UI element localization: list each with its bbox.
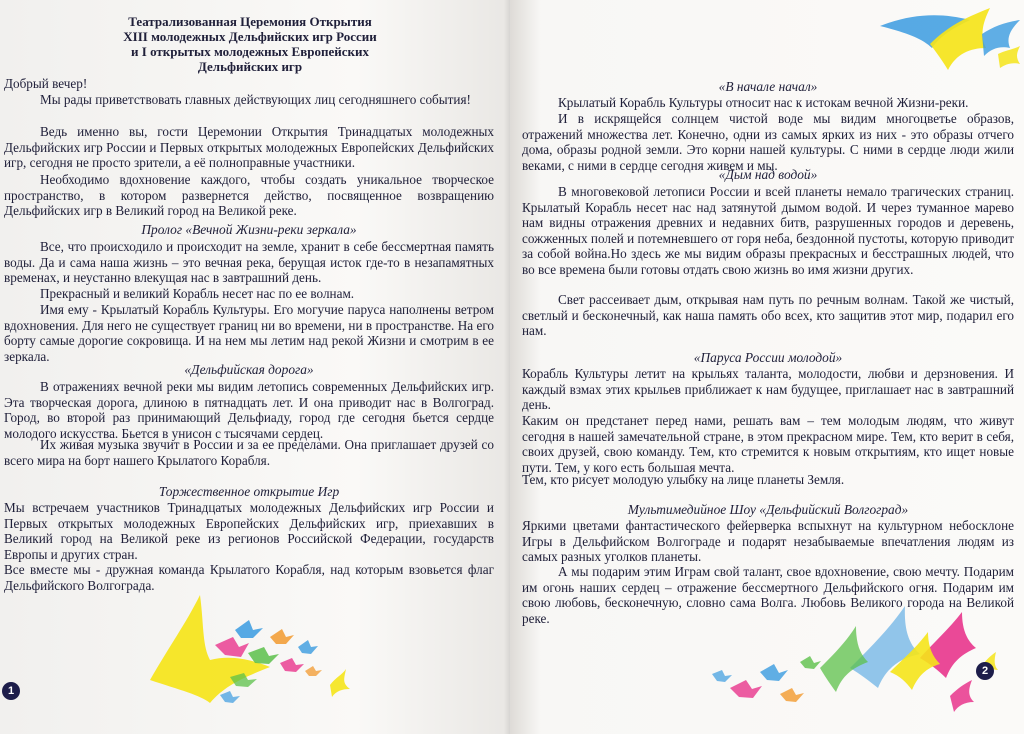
flying-birds-illustration xyxy=(130,585,370,725)
section-heading: «Паруса России молодой» xyxy=(693,350,843,365)
title-line-1: Театрализованная Церемония Открытия xyxy=(128,14,372,29)
section-heading: «В начале начал» xyxy=(718,79,818,94)
section-heading: «Дым над водой» xyxy=(718,167,818,182)
title-line-4: Дельфийских игр xyxy=(197,59,303,74)
paragraph: И в искрящейся солнцем чистой воде мы видим многоцветье образов, отражений множества лет. Конечно, одни из самых ярких из них - это образы отчего дома, образы родной земли. Это корни нашей культуры. С ними в сердце люди жили веками, с ними в сердце сегодня живем и мы. xyxy=(522,111,1014,173)
paragraph: Все вместе мы - дружная команда Крылатого Корабля, над которым взовьется флаг Дельфийского Волгограда. xyxy=(4,562,494,593)
left-page xyxy=(0,0,510,734)
greeting: Добрый вечер! xyxy=(4,76,88,91)
title-line-3: и I открытых молодежных Европейских xyxy=(131,44,369,59)
right-page xyxy=(510,0,1024,734)
paragraph: В многовековой летописи России и всей планеты немало трагических страниц. Крылатый Корабль несет нас над затянутой дымом водой. И через туманное марево нам видны отражения древних и недавних битв, разрушенных городов и деревень, сожженных полей и потемневшего от горя неба, бездонной пустоты, которую приводит за собой война.Но здесь же мы видим образы прекрасных и бесстрашных людей, что во все времена были готовы отдать свою жизнь во имя жизни других. xyxy=(522,184,1014,277)
birds-top-illustration xyxy=(870,4,1024,82)
paragraph: Яркими цветами фантастического фейерверка вспыхнут на культурном небосклоне Игры в Дельфийском Волгограде и подарят незабываемые впечатления людям из самых разных уголков планеты. xyxy=(522,518,1014,565)
section-heading: Торжественное открытие Игр xyxy=(158,484,340,499)
paragraph: Корабль Культуры летит на крыльях таланта, молодости, любви и дерзновения. И каждый взмах этих крыльев приближает к нам будущее, приглашает нас в завтрашний день. xyxy=(522,366,1014,413)
paragraph: Все, что происходило и происходит на земле, хранит в себе бессмертная память воды. Да и сама наша жизнь – это вечная река, берущая исток где-то в незапамятных временах, и неустанно влекущая нас в завтрашний день. xyxy=(4,239,494,286)
paragraph: Крылатый Корабль Культуры относит нас к истокам вечной Жизни-реки. xyxy=(558,95,969,110)
flying-birds-illustration xyxy=(700,598,1000,730)
title-line-2: XIII молодежных Дельфийских игр России xyxy=(123,29,377,44)
paragraph: Имя ему - Крылатый Корабль Культуры. Его могучие паруса наполнены ветром вдохновения. Для него не существует границ ни во времени, ни в пространстве. На его борту самые дорогие сокровища. И на нем мы летим над рекой Жизни и смотрим в ее зеркала. xyxy=(4,302,494,364)
paragraph: Свет рассеивает дым, открывая нам путь по речным волнам. Такой же чистый, светлый и бесконечный, как наша память обо всех, кто защитив этот мир, подарил его нам. xyxy=(522,292,1014,339)
paragraph: Тем, кто рисует молодую улыбку на лице планеты Земля. xyxy=(522,472,845,487)
section-heading: Мультимедийное Шоу «Дельфийский Волгоград» xyxy=(627,502,909,517)
section-heading: Пролог «Вечной Жизни-реки зеркала» xyxy=(141,222,357,237)
paragraph: Их живая музыка звучит в России и за ее пределами. Она приглашает друзей со всего мира на борт нашего Крылатого Корабля. xyxy=(4,437,494,468)
paragraph: Ведь именно вы, гости Церемонии Открытия Тринадцатых молодежных Дельфийских игр России и Первых открытых молодежных Европейских Дельфийских игр, сегодня не просто зрители, а её полноправные участники. xyxy=(4,124,494,171)
paragraph: Прекрасный и великий Корабль несет нас по ее волнам. xyxy=(40,286,355,301)
paragraph: Каким он предстанет перед нами, решать вам – тем молодым людям, что живут сегодня в нашей замечательной стране, в этом прекрасном мире. Тем, кто верит в себя, своих друзей, свою команду. Тем, кто стремится к новым открытиям, кто ищет новые пути. Тем, у кого есть большая мечта. xyxy=(522,413,1014,475)
page-number: 1 xyxy=(2,682,20,700)
section-heading: «Дельфийская дорога» xyxy=(184,362,314,377)
paragraph: В отражениях вечной реки мы видим летопись современных Дельфийских игр. Эта творческая дорога, длиною в пятнадцать лет. И она приводит нас в Волгоград. Город, во второй раз принимающий Дельфиаду, город где сегодня бьется сердце молодого искусства. Бьется в унисон с тысячами сердец. xyxy=(4,379,494,441)
paragraph: Мы рады приветствовать главных действующих лиц сегодняшнего события! xyxy=(40,92,471,107)
page-title xyxy=(60,14,440,74)
page-number: 2 xyxy=(976,662,994,680)
paragraph: Необходимо вдохновение каждого, чтобы создать уникальное творческое пространство, в котором развернется действо, посвященное возвращению Дельфийских игр в Великий город на Великой реке. xyxy=(4,172,494,219)
paragraph: А мы подарим этим Играм свой талант, свое вдохновение, свою мечту. Подарим им огонь наших сердец – отражение бессмертного Дельфийского огня. Подарим им свою любовь, бесконечную, словно сама Волга. Любовь Великого города на Великой реке. xyxy=(522,564,1014,626)
paragraph: Мы встречаем участников Тринадцатых молодежных Дельфийских игр России и Первых открытых молодежных Европейских Дельфийских игр, приехавших в Великий город на Великой реке из регионов Российской Федерации, государств Европы и других стран. xyxy=(4,500,494,562)
